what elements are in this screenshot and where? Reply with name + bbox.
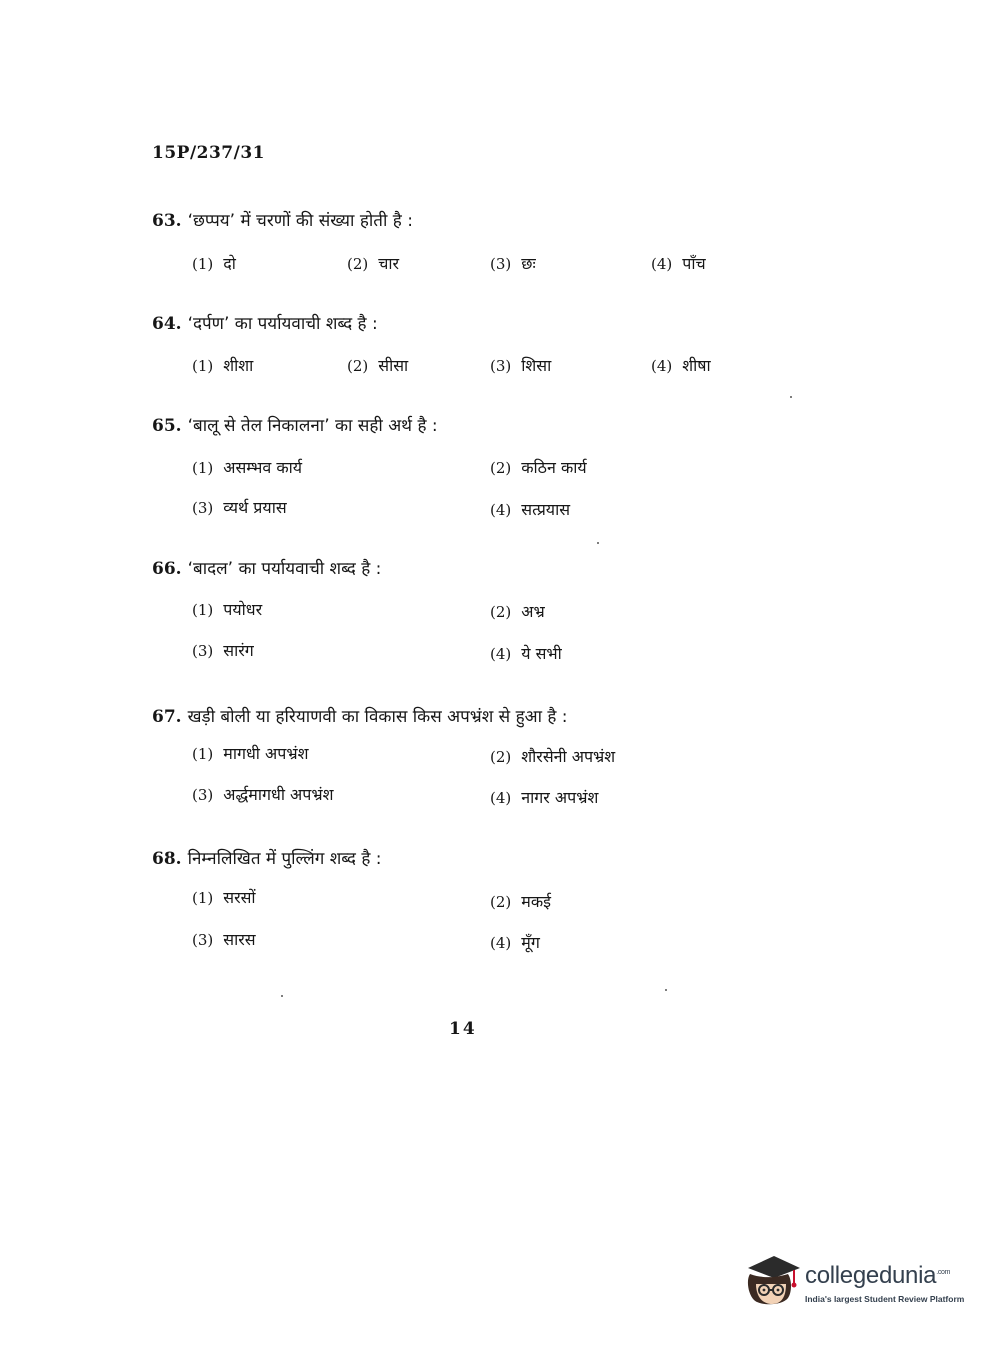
watermark-tagline: India's largest Student Review Platform [805,1294,965,1304]
q66-option-1: (1) पयोधर [192,600,263,619]
q63-option-2: (2) चार [347,254,400,273]
scan-speck [281,995,283,997]
question-text: ‘छप्पय’ में चरणों की संख्या होती है : [187,211,413,231]
question-65 [152,413,438,436]
question-number: 67. [152,707,182,727]
question-number: 66. [152,559,182,579]
collegedunia-mascot-icon [742,1250,802,1312]
q68-option-2: (2) मकई [490,892,551,911]
question-number: 68. [152,849,182,869]
question-number: 65. [152,416,182,436]
q65-option-1: (1) असम्भव कार्य [192,458,303,477]
q64-option-2: (2) सीसा [347,356,409,375]
scan-speck [665,989,667,991]
page-number: 14 [449,1019,477,1039]
question-68 [152,846,382,869]
question-text: निम्नलिखित में पुल्लिंग शब्द है : [187,849,382,869]
question-text: खड़ी बोली या हरियाणवी का विकास किस अपभ्रंश से हुआ है : [187,707,568,727]
q66-option-4: (4) ये सभी [490,644,562,663]
question-number: 64. [152,314,182,334]
q65-option-4: (4) सत्प्रयास [490,500,571,519]
q67-option-3: (3) अर्द्धमागधी अपभ्रंश [192,785,334,804]
q64-option-4: (4) शीषा [651,356,711,375]
q63-option-1: (1) दो [192,254,236,273]
question-66 [152,556,381,579]
q64-option-3: (3) शिसा [490,356,552,375]
question-67 [152,704,568,727]
q63-option-3: (3) छः [490,254,536,273]
question-64 [152,311,378,334]
q68-option-3: (3) सारस [192,930,256,949]
q68-option-1: (1) सरसों [192,888,256,907]
q68-option-4: (4) मूँग [490,933,540,952]
q64-option-1: (1) शीशा [192,356,254,375]
q65-option-3: (3) व्यर्थ प्रयास [192,498,287,517]
watermark-brand: collegedunia$^{.com}$ [805,1262,951,1289]
scan-speck [597,542,599,544]
q66-option-3: (3) सारंग [192,641,254,660]
question-text: ‘बादल’ का पर्यायवाची शब्द है : [187,559,382,579]
question-number: 63. [152,211,182,231]
paper-code: 15P/237/31 [152,143,266,163]
question-text: ‘दर्पण’ का पर्यायवाची शब्द है : [187,314,378,334]
q63-option-4: (4) पाँच [651,254,706,273]
q66-option-2: (2) अभ्र [490,602,545,621]
q67-option-2: (2) शौरसेनी अपभ्रंश [490,747,616,766]
q67-option-4: (4) नागर अपभ्रंश [490,788,599,807]
scan-speck [790,396,792,398]
question-text: ‘बालू से तेल निकालना’ का सही अर्थ है : [187,416,438,436]
q67-option-1: (1) मागधी अपभ्रंश [192,744,309,763]
question-63 [152,208,413,231]
q65-option-2: (2) कठिन कार्य [490,458,587,477]
